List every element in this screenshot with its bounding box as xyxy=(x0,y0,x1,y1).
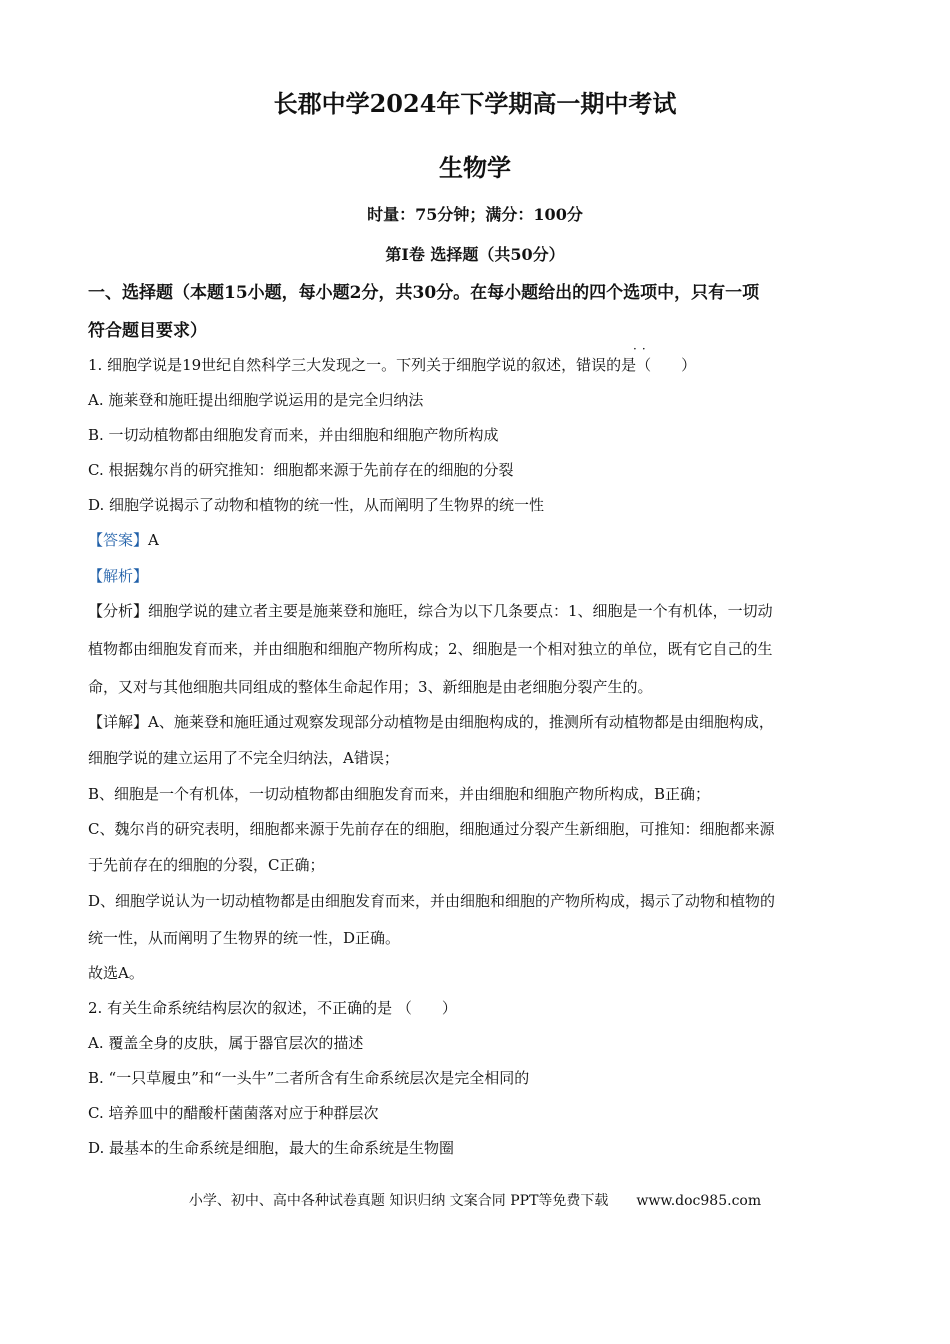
xiangjie-d-line1: D、细胞学说认为一切动植物都是由细胞发育而来，并由细胞和细胞的产物所构成，揭示了动物和植物的 xyxy=(88,892,776,910)
q1-option-d: D. 细胞学说揭示了动物和植物的统一性，从而阐明了生物界的统一性 xyxy=(88,496,545,514)
analysis-tag: 【解析】 xyxy=(88,567,149,585)
section-heading-line2: 符合题目要求） xyxy=(88,321,207,341)
xiangjie-b: B、细胞是一个有机体，一切动植物都由细胞发育而来，并由细胞和细胞产物所构成，B正确； xyxy=(88,785,711,803)
q2-option-b: B. “一只草履虫”和“一头牛”二者所含有生命系统层次是完全相同的 xyxy=(88,1069,530,1087)
fenxi-line1 xyxy=(88,600,773,621)
q1-option-b: B. 一切动植物都由细胞发育而来，并由细胞和细胞产物所构成 xyxy=(88,426,499,444)
xiangjie-tag: 【详解】 xyxy=(88,713,149,731)
xiangjie-d-line2: 统一性，从而阐明了生物界的统一性，D正确。 xyxy=(88,929,401,947)
volume-heading: 第Ⅰ卷 选择题（共50分） xyxy=(385,245,565,264)
answer-tag: 【答案】 xyxy=(88,531,149,549)
xiangjie-text: A、施莱登和施旺通过观察发现部分动植物是由细胞构成的，推测所有动植物都是由细胞构成， xyxy=(148,713,774,731)
q1-conclusion: 故选A。 xyxy=(88,964,144,982)
q2-option-a: A. 覆盖全身的皮肤，属于器官层次的描述 xyxy=(88,1034,364,1052)
xiangjie-c-line1: C、魏尔肖的研究表明，细胞都来源于先前存在的细胞，细胞通过分裂产生新细胞，可推知：细胞都来源 xyxy=(88,820,775,838)
answer-value: A xyxy=(148,531,159,549)
fenxi-line3: 命，又对与其他细胞共同组成的整体生命起作用；3、新细胞是由老细胞分裂产生的。 xyxy=(88,678,653,696)
xiangjie-c-line2: 于先前存在的细胞的分裂，C正确； xyxy=(88,856,325,874)
q2-option-c: C. 培养皿中的醋酸杆菌菌落对应于种群层次 xyxy=(88,1104,379,1122)
page-footer xyxy=(0,1190,950,1210)
emphasis-dots: ·· xyxy=(633,342,651,356)
q1-answer xyxy=(88,529,159,550)
q2-option-d: D. 最基本的生命系统是细胞，最大的生命系统是生物圈 xyxy=(88,1139,455,1157)
q1-stem: 1. 细胞学说是19世纪自然科学三大发现之一。下列关于细胞学说的叙述，错误的是（ ） xyxy=(88,356,697,374)
section-heading-line1: 一、选择题（本题15小题，每小题2分，共30分。在每小题给出的四个选项中，只有一项 xyxy=(88,283,760,303)
time-score-info: 时量：75分钟；满分：100分 xyxy=(367,205,583,224)
q2-stem: 2. 有关生命系统结构层次的叙述，不正确的是 （ ） xyxy=(88,999,457,1017)
fenxi-line2: 植物都由细胞发育而来，并由细胞和细胞产物所构成；2、细胞是一个相对独立的单位，既有它自己的生 xyxy=(88,640,773,658)
footer-text: 小学、初中、高中各种试卷真题 知识归纳 文案合同 PPT等免费下载 xyxy=(188,1193,609,1209)
fenxi-text: 细胞学说的建立者主要是施莱登和施旺，综合为以下几条要点：1、细胞是一个有机体，一切动 xyxy=(148,602,773,620)
subject-title: 生物学 xyxy=(439,153,511,182)
q1-option-a: A. 施莱登和施旺提出细胞学说运用的是完全归纳法 xyxy=(88,391,424,409)
footer-url[interactable]: www.doc985.com xyxy=(636,1193,762,1209)
xiangjie-a-line2: 细胞学说的建立运用了不完全归纳法，A错误； xyxy=(88,749,399,767)
xiangjie-line1 xyxy=(88,711,774,732)
fenxi-tag: 【分析】 xyxy=(88,602,149,620)
exam-title: 长郡中学2024年下学期高一期中考试 xyxy=(273,89,677,118)
q1-option-c: C. 根据魏尔肖的研究推知：细胞都来源于先前存在的细胞的分裂 xyxy=(88,461,514,479)
